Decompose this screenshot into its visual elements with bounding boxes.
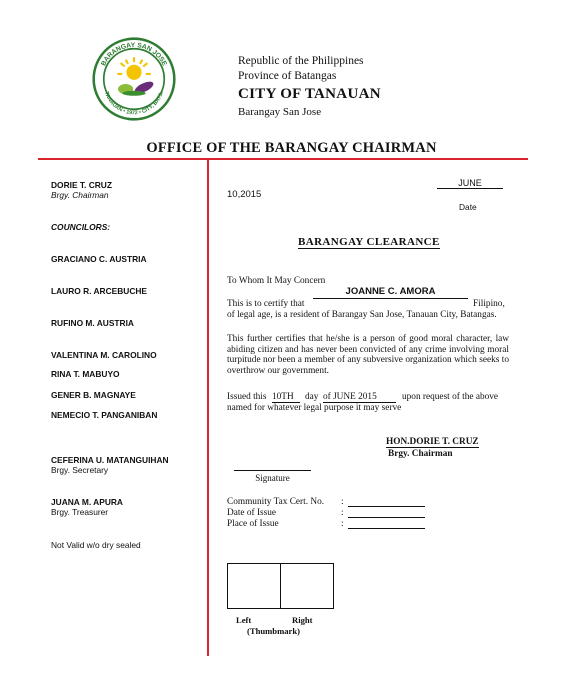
issued-month-year: of JUNE 2015 [323,392,396,403]
signatory-name: HON.DORIE T. CRUZ [386,437,479,447]
chairman-title: Brgy. Chairman [51,190,109,200]
councilor-name: NEMECIO T. PANGANIBAN [51,410,158,420]
councilor-name: GENER B. MAGNAYE [51,390,136,400]
councilor-name: RINA T. MABUYO [51,369,120,379]
salutation: To Whom It May Concern [227,276,326,286]
signatory-title: Brgy. Chairman [388,449,453,459]
councilor-name: RUFINO M. AUSTRIA [51,318,134,328]
certify-prefix: This is to certify that [227,299,305,309]
councilor-name: VALENTINA M. CAROLINO [51,350,157,360]
header-province: Province of Batangas [238,70,337,82]
validity-note: Not Valid w/o dry sealed [51,540,141,550]
header-divider-line [38,158,528,160]
issued-prefix: Issued this [227,392,267,402]
councilor-name: GRACIANO C. AUSTRIA [51,254,147,264]
date-issue-field-line [348,517,425,518]
thumbmark-divider [280,563,281,609]
certify-line2: of legal age, is a resident of Barangay San Jose, Tanauan City, Batangas. [227,310,497,320]
thumbmark-label: (Thumbmark) [247,626,301,636]
ctc-label: Community Tax Cert. No. [227,497,325,507]
thumb-left-label: Left [236,615,252,625]
signature-line [234,470,311,471]
place-issue-label: Place of Issue [227,519,279,529]
ctc-field-line [348,506,425,507]
date-issue-colon: : [341,508,344,518]
header-barangay: Barangay San Jose [238,106,322,118]
name-underline [313,298,468,299]
barangay-seal-logo [92,37,176,121]
treasurer-title: Brgy. Treasurer [51,507,109,517]
chairman-name: DORIE T. CRUZ [51,180,112,190]
councilor-name: LAURO R. ARCEBUCHE [51,286,148,296]
issued-line2: named for whatever legal purpose it may serve [227,403,402,413]
place-issue-field-line [348,528,425,529]
signature-label: Signature [255,473,290,483]
seal-ring-text-top: BARANGAY SAN JOSE [100,42,168,68]
date-issue-label: Date of Issue [227,508,277,518]
date-month: JUNE [437,178,503,189]
treasurer-name: JUANA M. APURA [51,497,123,507]
issued-suffix: upon request of the above [402,392,499,402]
issued-day-word: day [305,392,319,402]
councilors-label: COUNCILORS: [51,222,111,232]
date-label: Date [459,202,477,212]
header-city: CITY OF TANAUAN [238,86,381,102]
seal-ring-text-bottom: TANAUAN • 1972 • CITY, BATS. [102,90,166,117]
thumb-right-label: Right [292,615,313,625]
document-title: BARANGAY CLEARANCE [298,236,440,248]
character-paragraph: This further certifies that he/she is a person of good moral character, law abiding citizen and has never been convicted of any crime involving moral turpitude nor been a member of any subversive organization which seeks to overthrow our government. [227,334,509,376]
secretary-name: CEFERINA U. MATANGUIHAN [51,455,169,465]
office-title: OFFICE OF THE BARANGAY CHAIRMAN [146,140,437,156]
place-issue-colon: : [341,519,344,529]
column-divider-line [207,158,209,656]
date-day-year: 10,2015 [227,189,262,200]
secretary-title: Brgy. Secretary [51,465,109,475]
header-republic: Republic of the Philippines [238,55,364,67]
ctc-colon: : [341,497,344,507]
leaf-icon [122,91,146,96]
issued-day: 10TH [272,392,300,403]
applicant-name: JOANNE C. AMORA [345,286,436,297]
certify-suffix: Filipino, [473,299,505,309]
